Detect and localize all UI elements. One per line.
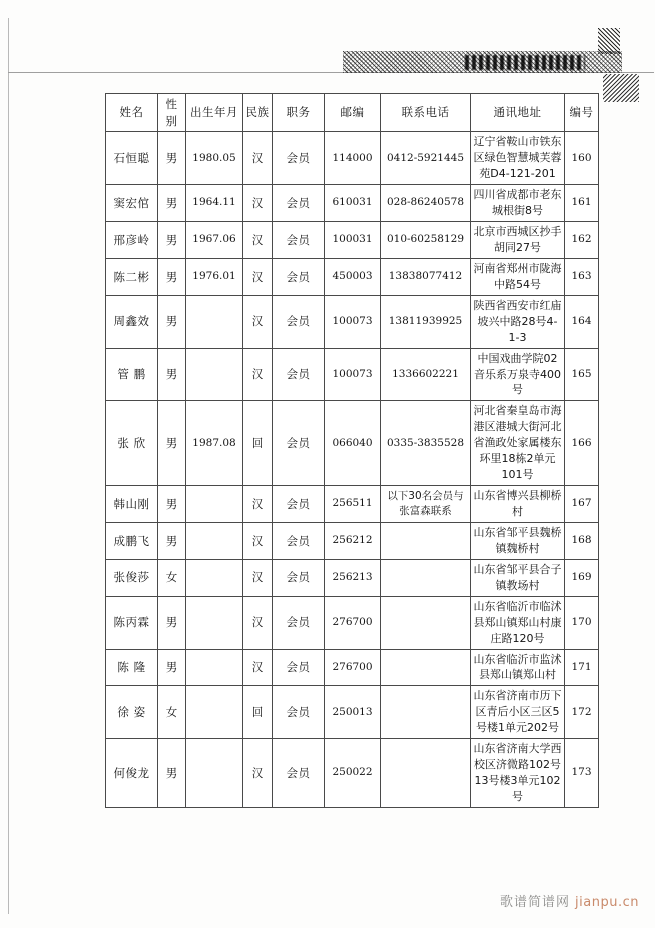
table-row — [106, 295, 599, 348]
watermark-site-name: 歌谱简谱网 — [500, 895, 571, 910]
cell-zip: 066040 — [325, 401, 381, 486]
cell-sex: 男 — [158, 739, 186, 808]
cell-name: 成鹏飞 — [106, 522, 158, 559]
cell-role: 会员 — [273, 185, 325, 222]
cell-dob — [186, 739, 243, 808]
table-row — [106, 222, 599, 259]
cell-ethnicity: 汉 — [243, 559, 273, 596]
cell-dob: 1967.06 — [186, 222, 243, 259]
cell-phone: 0335-3835528 — [381, 401, 471, 486]
cell-id: 162 — [565, 222, 599, 259]
cell-dob — [186, 522, 243, 559]
cell-role: 会员 — [273, 132, 325, 185]
scan-artifact-corner-lower — [603, 74, 639, 102]
cell-dob — [186, 649, 243, 686]
cell-id: 160 — [565, 132, 599, 185]
cell-sex: 男 — [158, 522, 186, 559]
cell-name: 陈 隆 — [106, 649, 158, 686]
table-row — [106, 486, 599, 523]
cell-dob: 1976.01 — [186, 258, 243, 295]
cell-zip: 450003 — [325, 258, 381, 295]
cell-dob — [186, 348, 243, 401]
cell-id: 169 — [565, 559, 599, 596]
table-row — [106, 686, 599, 739]
cell-sex: 女 — [158, 559, 186, 596]
cell-name: 何俊龙 — [106, 739, 158, 808]
cell-dob — [186, 686, 243, 739]
cell-id: 170 — [565, 596, 599, 649]
cell-address: 河北省秦皇岛市海港区港城大街河北省渔政处家属楼东环里18栋2单元101号 — [471, 401, 565, 486]
cell-name: 徐 姿 — [106, 686, 158, 739]
cell-id: 172 — [565, 686, 599, 739]
cell-sex: 男 — [158, 295, 186, 348]
table-header-row — [106, 94, 599, 132]
cell-ethnicity: 汉 — [243, 185, 273, 222]
cell-zip: 256212 — [325, 522, 381, 559]
cell-address: 陕西省西安市红庙坡兴中路28号4-1-3 — [471, 295, 565, 348]
cell-phone: 以下30名会员与张富森联系 — [381, 486, 471, 523]
cell-role: 会员 — [273, 222, 325, 259]
cell-role: 会员 — [273, 486, 325, 523]
cell-name: 张俊莎 — [106, 559, 158, 596]
cell-phone: 028-86240578 — [381, 185, 471, 222]
column-header-role: 职务 — [273, 94, 325, 132]
cell-id: 167 — [565, 486, 599, 523]
cell-zip: 250013 — [325, 686, 381, 739]
table-row — [106, 258, 599, 295]
cell-ethnicity: 汉 — [243, 486, 273, 523]
cell-zip: 114000 — [325, 132, 381, 185]
cell-sex: 男 — [158, 222, 186, 259]
cell-id: 165 — [565, 348, 599, 401]
cell-id: 166 — [565, 401, 599, 486]
cell-zip: 100073 — [325, 295, 381, 348]
scan-artifact-corner-top — [598, 28, 620, 54]
cell-ethnicity: 汉 — [243, 649, 273, 686]
cell-name: 韩山刚 — [106, 486, 158, 523]
cell-name: 陈丙霖 — [106, 596, 158, 649]
page-edge-line-left — [8, 18, 9, 914]
cell-ethnicity: 回 — [243, 401, 273, 486]
cell-address: 山东省博兴县柳桥村 — [471, 486, 565, 523]
cell-address: 中国戏曲学院02音乐系万泉寺400号 — [471, 348, 565, 401]
table-row — [106, 559, 599, 596]
cell-id: 161 — [565, 185, 599, 222]
cell-phone — [381, 596, 471, 649]
cell-ethnicity: 汉 — [243, 258, 273, 295]
cell-id: 164 — [565, 295, 599, 348]
cell-name: 管 鹏 — [106, 348, 158, 401]
cell-role: 会员 — [273, 739, 325, 808]
cell-ethnicity: 汉 — [243, 596, 273, 649]
cell-name: 石恒聪 — [106, 132, 158, 185]
cell-dob: 1980.05 — [186, 132, 243, 185]
cell-dob — [186, 596, 243, 649]
cell-id: 163 — [565, 258, 599, 295]
cell-phone — [381, 522, 471, 559]
table-row — [106, 348, 599, 401]
table-row — [106, 522, 599, 559]
cell-id: 171 — [565, 649, 599, 686]
column-header-zip: 邮编 — [325, 94, 381, 132]
cell-id: 173 — [565, 739, 599, 808]
cell-address: 山东省邹平县魏桥镇魏桥村 — [471, 522, 565, 559]
cell-zip: 100073 — [325, 348, 381, 401]
cell-sex: 男 — [158, 132, 186, 185]
cell-role: 会员 — [273, 596, 325, 649]
cell-zip: 256213 — [325, 559, 381, 596]
cell-ethnicity: 汉 — [243, 222, 273, 259]
cell-phone — [381, 686, 471, 739]
cell-role: 会员 — [273, 401, 325, 486]
cell-dob — [186, 295, 243, 348]
cell-phone — [381, 739, 471, 808]
cell-sex: 女 — [158, 686, 186, 739]
cell-zip: 610031 — [325, 185, 381, 222]
cell-address: 河南省郑州市陇海中路54号 — [471, 258, 565, 295]
cell-phone — [381, 649, 471, 686]
cell-role: 会员 — [273, 686, 325, 739]
table-row — [106, 596, 599, 649]
cell-sex: 男 — [158, 185, 186, 222]
cell-name: 张 欣 — [106, 401, 158, 486]
cell-id: 168 — [565, 522, 599, 559]
cell-role: 会员 — [273, 559, 325, 596]
cell-sex: 男 — [158, 348, 186, 401]
cell-name: 窦宏倌 — [106, 185, 158, 222]
cell-dob: 1987.08 — [186, 401, 243, 486]
member-roster-table — [105, 93, 599, 808]
scan-artifact-band-text — [465, 55, 585, 70]
cell-zip: 276700 — [325, 596, 381, 649]
cell-zip: 256511 — [325, 486, 381, 523]
column-header-name: 姓名 — [106, 94, 158, 132]
cell-ethnicity: 汉 — [243, 132, 273, 185]
cell-sex: 男 — [158, 401, 186, 486]
cell-name: 陈二彬 — [106, 258, 158, 295]
cell-zip: 100031 — [325, 222, 381, 259]
cell-role: 会员 — [273, 348, 325, 401]
cell-role: 会员 — [273, 522, 325, 559]
cell-address: 山东省邹平县合子镇教场村 — [471, 559, 565, 596]
table-row — [106, 132, 599, 185]
cell-ethnicity: 汉 — [243, 348, 273, 401]
column-header-sex: 性别 — [158, 94, 186, 132]
cell-address: 山东省济南大学西校区济微路102号13号楼3单元102号 — [471, 739, 565, 808]
cell-zip: 276700 — [325, 649, 381, 686]
table-row — [106, 649, 599, 686]
column-header-ethnicity: 民族 — [243, 94, 273, 132]
cell-phone: 13811939925 — [381, 295, 471, 348]
watermark-site-url: jianpu.cn — [575, 895, 639, 910]
cell-zip: 250022 — [325, 739, 381, 808]
cell-sex: 男 — [158, 486, 186, 523]
table-row — [106, 185, 599, 222]
site-watermark — [500, 891, 639, 910]
cell-sex: 男 — [158, 649, 186, 686]
table-row — [106, 401, 599, 486]
cell-phone: 1336602221 — [381, 348, 471, 401]
cell-address: 北京市西城区抄手胡同27号 — [471, 222, 565, 259]
column-header-id: 编号 — [565, 94, 599, 132]
cell-phone: 010-60258129 — [381, 222, 471, 259]
cell-sex: 男 — [158, 596, 186, 649]
cell-phone: 13838077412 — [381, 258, 471, 295]
cell-name: 周鑫效 — [106, 295, 158, 348]
cell-ethnicity: 汉 — [243, 739, 273, 808]
cell-sex: 男 — [158, 258, 186, 295]
cell-ethnicity: 汉 — [243, 522, 273, 559]
cell-role: 会员 — [273, 295, 325, 348]
cell-address: 四川省成都市老东城根街8号 — [471, 185, 565, 222]
cell-phone — [381, 559, 471, 596]
cell-name: 邢彦岭 — [106, 222, 158, 259]
column-header-dob: 出生年月 — [186, 94, 243, 132]
cell-phone: 0412-5921445 — [381, 132, 471, 185]
column-header-phone: 联系电话 — [381, 94, 471, 132]
column-header-address: 通讯地址 — [471, 94, 565, 132]
cell-ethnicity: 汉 — [243, 295, 273, 348]
cell-dob — [186, 486, 243, 523]
cell-address: 山东省临沂市监沭县郑山镇郑山村 — [471, 649, 565, 686]
cell-dob — [186, 559, 243, 596]
cell-role: 会员 — [273, 258, 325, 295]
cell-address: 辽宁省鞍山市铁东区绿色智慧城芙蓉苑D4-121-201 — [471, 132, 565, 185]
table-row — [106, 739, 599, 808]
cell-address: 山东省济南市历下区青后小区三区5号楼1单元202号 — [471, 686, 565, 739]
cell-role: 会员 — [273, 649, 325, 686]
cell-address: 山东省临沂市临沭县郑山镇郑山村康庄路120号 — [471, 596, 565, 649]
cell-ethnicity: 回 — [243, 686, 273, 739]
cell-dob: 1964.11 — [186, 185, 243, 222]
